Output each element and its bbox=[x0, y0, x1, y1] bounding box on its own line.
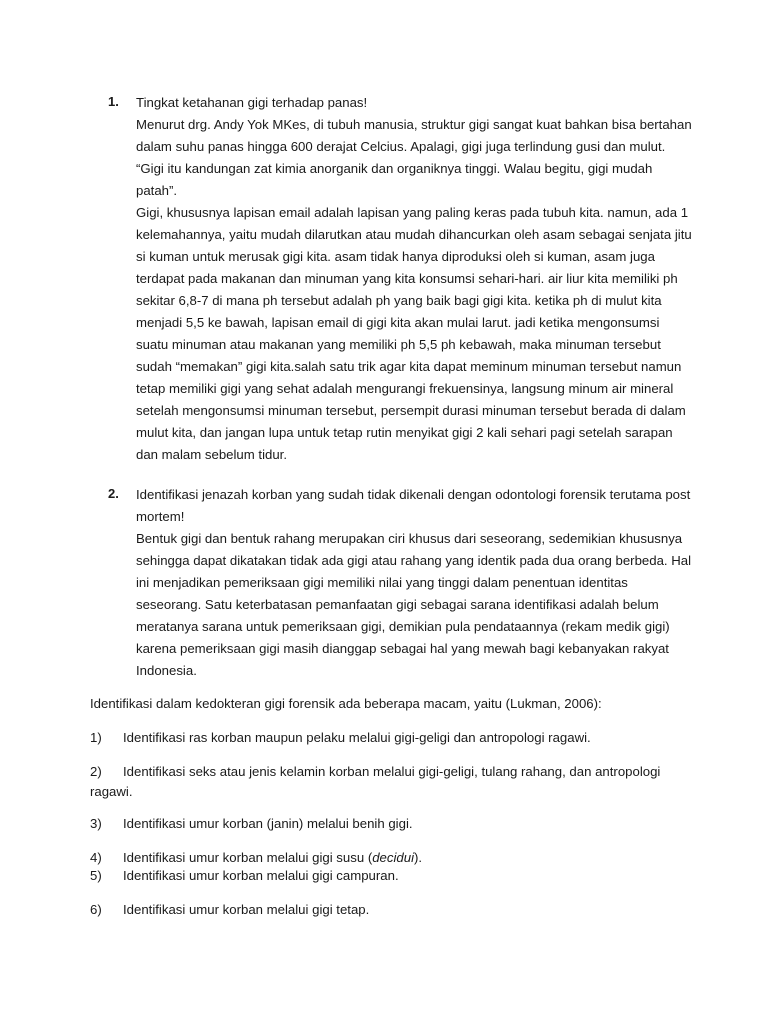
list-text: Identifikasi seks atau jenis kelamin korban melalui gigi-geligi, tulang rahang, dan antropologi ragawi. bbox=[90, 764, 661, 799]
list-text: Identifikasi umur korban melalui gigi tetap. bbox=[123, 902, 370, 917]
list-number: 6) bbox=[90, 902, 102, 917]
paragraph: Bentuk gigi dan bentuk rahang merupakan ciri khusus dari seseorang, sedemikian khususnya sehingga dapat dikatakan tidak ada gigi atau rahang yang identik pada dua orang berbeda. Hal ini menjadikan pemeriksaan gigi memiliki nilai yang tinggi dalam penentuan identitas seseorang. Satu keterbatasan pemanfaatan gigi sebagai sarana identifikasi adalah belum meratanya sarana untuk pemeriksaan gigi, demikian pula pendataannya (rekam medik gigi) karena pemeriksaan gigi masih dianggap sebagai hal yang mewah bagi kebanyakan rakyat Indonesia. bbox=[136, 531, 692, 678]
list-number: 5) bbox=[90, 868, 102, 883]
item-number: 1. bbox=[108, 94, 119, 109]
item-body bbox=[136, 114, 692, 466]
item-number: 2. bbox=[108, 486, 119, 501]
paragraph: Gigi, khususnya lapisan email adalah lapisan yang paling keras pada tubuh kita. namun, ada 1 kelemahannya, yaitu mudah dilarutkan atau mudah dihancurkan oleh asam sebagai senjata jitu si kuman untuk merusak gigi kita. asam tidak hanya diproduksi oleh si kuman, asam juga terdapat pada makanan dan minuman yang kita konsumsi sehari-hari. air liur kita memiliki ph sekitar 6,8-7 di mana ph tersebut adalah ph yang baik bagi gigi kita. ketika ph di mulut kita menjadi 5,5 ke bawah, lapisan email di gigi kita akan mulai larut. jadi ketika mengonsumsi suatu minuman atau makanan yang memiliki ph 5,5 ph kebawah, maka minuman tersebut sudah “memakan” gigi kita.salah satu trik agar kita dapat meminum minuman tersebut namun tetap memiliki gigi yang sehat adalah mengurangi frekuensinya, langsung minum air mineral setelah mengonsumsi minuman tersebut, persempit durasi minuman tersebut berada di dalam mulut kita, dan jangan lupa untuk tetap rutin menyikat gigi 2 kali sehari pagi setelah sarapan dan malam sebelum tidur. bbox=[136, 205, 692, 462]
list-text bbox=[123, 850, 422, 865]
list-item-4 bbox=[90, 848, 690, 868]
list-text-before: Identifikasi umur korban melalui gigi susu ( bbox=[123, 850, 373, 865]
list-text: Identifikasi ras korban maupun pelaku melalui gigi-geligi dan antropologi ragawi. bbox=[123, 730, 591, 745]
list-number: 1) bbox=[90, 730, 102, 745]
list-text-after: ). bbox=[414, 850, 423, 865]
item-title: Identifikasi jenazah korban yang sudah tidak dikenali dengan odontologi forensik terutama post mortem! bbox=[136, 487, 691, 524]
list-item-2 bbox=[90, 762, 690, 802]
list-item-3 bbox=[90, 814, 690, 834]
list-text-italic: decidui bbox=[372, 850, 415, 865]
list-item-6 bbox=[90, 900, 690, 920]
list-text: Identifikasi umur korban melalui gigi campuran. bbox=[123, 868, 399, 883]
paragraph: Menurut drg. Andy Yok MKes, di tubuh manusia, struktur gigi sangat kuat bahkan bisa bertahan dalam suhu panas hingga 600 derajat Celcius. Apalagi, gigi juga terlindung gusi dan mulut. “Gigi itu kandungan zat kimia anorganik dan organiknya tinggi. Walau begitu, gigi mudah patah”. bbox=[136, 117, 692, 198]
item-title: Tingkat ketahanan gigi terhadap panas! bbox=[136, 95, 368, 110]
list-text: Identifikasi umur korban (janin) melalui benih gigi. bbox=[123, 816, 413, 831]
list-item-1 bbox=[90, 728, 690, 748]
list-number: 2) bbox=[90, 764, 102, 779]
list-number: 4) bbox=[90, 850, 102, 865]
list-number: 3) bbox=[90, 816, 102, 831]
list-intro: Identifikasi dalam kedokteran gigi forensik ada beberapa macam, yaitu (Lukman, 2006): bbox=[90, 696, 602, 711]
item-body bbox=[136, 528, 692, 682]
list-item-5 bbox=[90, 866, 690, 886]
